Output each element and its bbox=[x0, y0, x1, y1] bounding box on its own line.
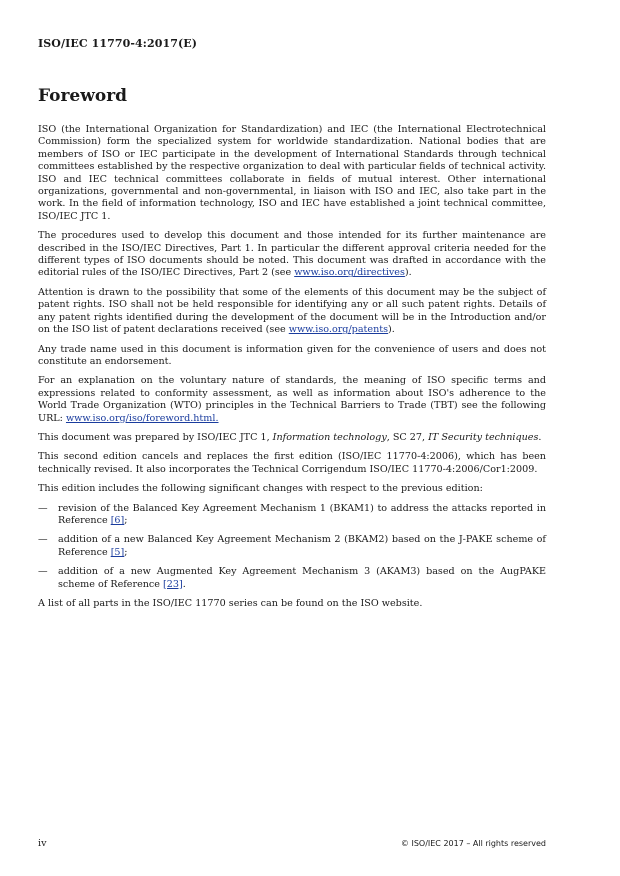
paragraph-patents-end: ). bbox=[388, 324, 395, 336]
paragraph-procedures-end: ). bbox=[404, 267, 412, 279]
paragraph-patents-text: Attention is drawn to the possibility that some of the elements of this document may be the subject of patent rights. ISO shall not be held responsible for identifying any or all such patent rights. Details of any patent rights identified during the development of the document will be in the Introduction and/or on the ISO list of patent declarations received (see bbox=[38, 286, 546, 336]
list-item bbox=[38, 534, 546, 559]
changes-list bbox=[38, 503, 546, 591]
paragraph-second-edition: This second edition cancels and replaces the first edition (ISO/IEC 11770-4:2006), which has been technically revised. It also incorporates the Technical Corrigendum ISO/IEC 11770-4:2006/Cor1:2009. bbox=[38, 451, 546, 475]
reference-link[interactable]: [5] bbox=[110, 546, 125, 558]
paragraph-procedures bbox=[38, 230, 546, 280]
foreword-link[interactable]: www.iso.org/iso/foreword.html. bbox=[65, 412, 219, 424]
paragraph-series-list: A list of all parts in the ISO/IEC 11770 series can be found on the ISO website. bbox=[38, 598, 423, 609]
list-dash: — bbox=[38, 534, 48, 546]
copyright-notice: © ISO/IEC 2017 – All rights reserved bbox=[400, 839, 546, 848]
list-item-end: ; bbox=[124, 514, 128, 526]
prepared-by-text: This document was prepared by ISO/IEC JTC 1, bbox=[38, 431, 273, 443]
list-item-text: addition of a new Augmented Key Agreement Mechanism 3 (AKAM3) based on the AugPAKE scheme of Reference bbox=[58, 566, 546, 590]
foreword-body bbox=[38, 124, 546, 617]
subcommittee-name: IT Security techniques bbox=[428, 431, 539, 443]
paragraph-patents bbox=[38, 287, 546, 337]
paragraph-trade-name: Any trade name used in this document is information given for the convenience of users and does not constitute an endorsement. bbox=[38, 343, 546, 367]
prepared-by-end: . bbox=[538, 431, 542, 443]
prepared-by-mid: , SC 27, bbox=[386, 431, 429, 443]
list-item-text: revision of the Balanced Key Agreement Mechanism 1 (BKAM1) to address the attacks reported in Reference bbox=[58, 502, 546, 526]
paragraph-iso-iec: ISO (the International Organization for Standardization) and IEC (the International Electrotechnical Commission) form the specialized system for worldwide standardization. National bodies that are members of ISO or IEC participate in the development of International Standards through technical committees established by the respective organization to deal with particular fields of technical activity. ISO and IEC technical committees collaborate in fields of mutual interest. Other international organizations, governmental and non-governmental, in liaison with ISO and IEC, also take part in the work. In the field of information technology, ISO and IEC have established a joint technical committee, ISO/IEC JTC 1. bbox=[38, 124, 546, 222]
list-dash: — bbox=[38, 566, 48, 578]
reference-link[interactable]: [23] bbox=[163, 578, 183, 590]
reference-link[interactable]: [6] bbox=[110, 514, 125, 526]
list-item bbox=[38, 566, 546, 591]
list-item-end: ; bbox=[124, 546, 128, 558]
paragraph-procedures-text: The procedures used to develop this document and those intended for its further maintenance are described in the ISO/IEC Directives, Part 1. In particular the different approval criteria needed for the different types of ISO documents should be noted. This document was drafted in accordance with the editorial rules of the ISO/IEC Directives, Part 2 (see bbox=[38, 230, 546, 279]
committee-name: Information technology bbox=[272, 431, 387, 443]
list-item-text: addition of a new Balanced Key Agreement Mechanism 2 (BKAM2) based on the J-PAKE scheme of Reference bbox=[58, 534, 546, 558]
section-title: Foreword bbox=[38, 86, 128, 106]
standard-identifier: ISO/IEC 11770-4:2017(E) bbox=[38, 37, 198, 50]
paragraph-voluntary-nature bbox=[38, 375, 546, 425]
document-page bbox=[38, 0, 546, 876]
paragraph-prepared-by bbox=[38, 432, 546, 444]
list-dash: — bbox=[38, 502, 48, 514]
list-item bbox=[38, 503, 546, 528]
patents-link[interactable]: www.iso.org/patents bbox=[288, 324, 389, 336]
paragraph-changes-intro: This edition includes the following significant changes with respect to the previous edition: bbox=[38, 483, 483, 495]
page-number: iv bbox=[38, 838, 47, 849]
directives-link[interactable]: www.iso.org/directives bbox=[294, 267, 405, 279]
list-item-end: . bbox=[182, 578, 186, 590]
paragraph-voluntary-text: For an explanation on the voluntary nature of standards, the meaning of ISO specific terms and expressions related to conformity assessment, as well as information about ISO's adherence to the World Trade Organization (WTO) principles in the Technical Barriers to Trade (TBT) see the following URL: bbox=[38, 375, 546, 424]
